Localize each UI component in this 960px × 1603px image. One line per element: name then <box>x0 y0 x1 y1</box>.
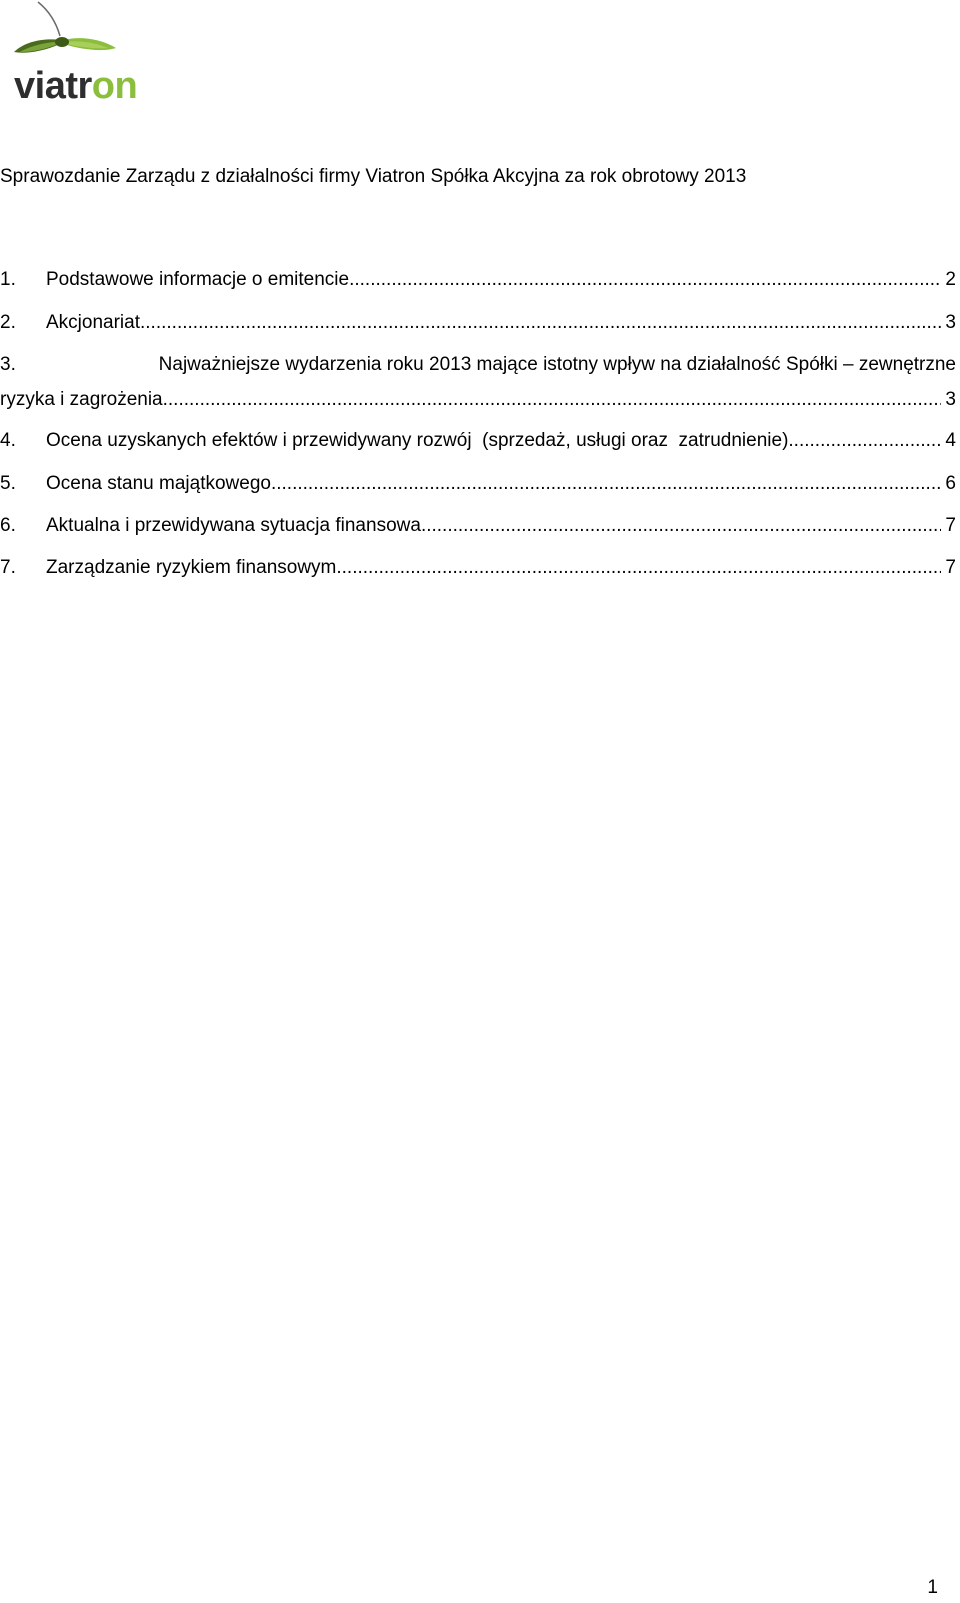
toc-number: 7. <box>0 557 16 578</box>
toc-leader <box>140 311 941 335</box>
toc-entry-2[interactable] <box>0 311 956 335</box>
toc-text: Zarządzanie ryzykiem finansowym <box>46 557 337 578</box>
toc-entry-4[interactable] <box>0 429 956 453</box>
toc-page: 3 <box>945 312 956 333</box>
toc-text: Aktualna i przewidywana sytuacja finansowa <box>46 515 421 536</box>
toc-page: 3 <box>945 389 956 410</box>
logo-wordmark-green: on <box>91 65 138 107</box>
toc-page: 6 <box>945 473 956 494</box>
toc-leader <box>271 472 941 496</box>
toc-number: 6. <box>0 515 16 536</box>
toc-leader <box>163 388 942 412</box>
toc-entry-6[interactable] <box>0 514 956 538</box>
toc-number: 5. <box>0 473 16 494</box>
company-logo <box>8 0 198 110</box>
toc-entry-3[interactable] <box>0 353 956 412</box>
toc-page: 4 <box>945 430 956 451</box>
toc-text: Podstawowe informacje o emitencie <box>46 269 350 290</box>
toc-leader <box>421 514 941 538</box>
report-title: Sprawozdanie Zarządu z działalności firmy Viatron Spółka Akcyjna za rok obrotowy 2013 <box>0 166 747 187</box>
page-number: 1 <box>927 1577 938 1598</box>
logo-wordmark-dark: viatr <box>14 65 92 107</box>
toc-text-continued: ryzyka i zagrożenia <box>0 389 163 410</box>
toc-leader <box>349 268 941 292</box>
toc-number: 2. <box>0 312 16 333</box>
logo-wordmark <box>14 67 137 105</box>
toc-text: Ocena stanu majątkowego <box>46 473 271 494</box>
maple-seed-icon <box>8 0 128 70</box>
toc-leader <box>336 556 941 580</box>
toc-text: Akcjonariat <box>46 312 140 333</box>
toc-page: 7 <box>945 557 956 578</box>
toc-number: 4. <box>0 430 16 451</box>
toc-leader <box>788 429 941 453</box>
toc-entry-1[interactable] <box>0 268 956 292</box>
toc-page: 7 <box>945 515 956 536</box>
toc-number: 1. <box>0 269 16 290</box>
toc-text: Najważniejsze wydarzenia roku 2013 mające istotny wpływ na działalność Spółki – zewnętrzne <box>158 354 956 375</box>
toc-number: 3. <box>0 354 16 375</box>
toc-text: Ocena uzyskanych efektów i przewidywany rozwój (sprzedaż, usługi oraz zatrudnienie) <box>46 430 789 451</box>
toc-entry-7[interactable] <box>0 556 956 580</box>
toc-entry-5[interactable] <box>0 472 956 496</box>
toc-page: 2 <box>945 269 956 290</box>
